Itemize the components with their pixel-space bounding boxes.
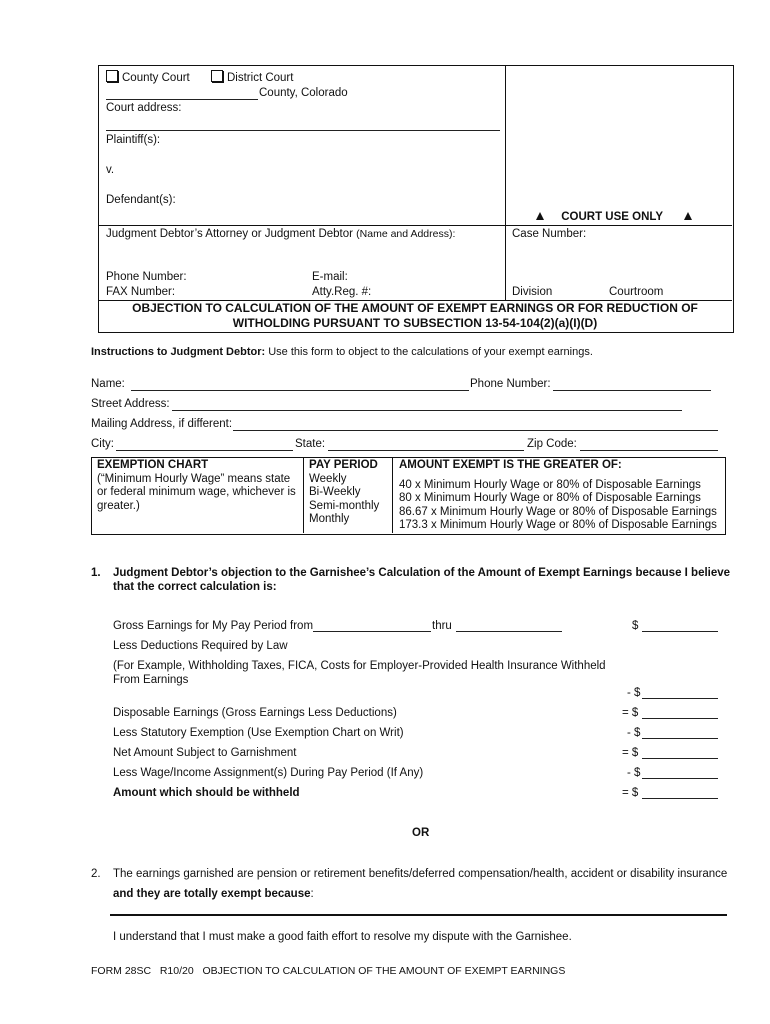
court-use-only: COURT USE ONLY bbox=[536, 211, 692, 223]
net-amount-label: Net Amount Subject to Garnishment bbox=[113, 747, 297, 759]
name-field[interactable] bbox=[131, 390, 469, 391]
gross-earnings-field[interactable] bbox=[642, 631, 718, 632]
county-court-option[interactable] bbox=[106, 70, 190, 84]
minus-dollar-label: - $ bbox=[627, 687, 641, 699]
equals-dollar-label: = $ bbox=[622, 787, 639, 799]
versus-label: v. bbox=[106, 164, 115, 176]
disposable-earnings-field[interactable] bbox=[642, 718, 718, 719]
pay-period-from-field[interactable] bbox=[313, 631, 431, 632]
checkbox-icon[interactable] bbox=[106, 70, 118, 82]
phone-label: Phone Number: bbox=[470, 378, 551, 390]
court-address-field[interactable] bbox=[106, 130, 500, 131]
dollar-label: $ bbox=[632, 620, 639, 632]
statutory-exemption-label: Less Statutory Exemption (Use Exemption Chart on Writ) bbox=[113, 727, 404, 739]
mailing-label: Mailing Address, if different: bbox=[91, 418, 233, 430]
up-arrow-icon bbox=[536, 212, 544, 220]
state-field[interactable] bbox=[328, 450, 524, 451]
up-arrow-icon bbox=[684, 212, 692, 220]
atty-reg-label: Atty.Reg. #: bbox=[312, 286, 372, 298]
district-court-label: District Court bbox=[227, 72, 294, 84]
section1-heading: Judgment Debtor’s objection to the Garnishee’s Calculation of the Amount of Exempt Earnings because I believe that the correct calculation is: bbox=[113, 567, 731, 593]
amount-withheld-label: Amount which should be withheld bbox=[113, 787, 300, 799]
chart-divider bbox=[392, 457, 393, 533]
disposable-earnings-label: Disposable Earnings (Gross Earnings Less Deductions) bbox=[113, 707, 397, 719]
equals-dollar-label: = $ bbox=[622, 707, 639, 719]
street-label: Street Address: bbox=[91, 398, 170, 410]
county-court-label: County Court bbox=[122, 72, 190, 84]
name-label: Name: bbox=[91, 378, 125, 390]
plaintiffs-label: Plaintiff(s): bbox=[106, 134, 161, 146]
equals-dollar-label: = $ bbox=[622, 747, 639, 759]
wage-assignment-label: Less Wage/Income Assignment(s) During Pay Period (If Any) bbox=[113, 767, 424, 779]
fax-number-label: FAX Number: bbox=[106, 286, 176, 298]
district-court-option[interactable] bbox=[211, 70, 293, 84]
mailing-field[interactable] bbox=[233, 430, 718, 431]
caption-rule bbox=[98, 225, 732, 226]
form-title: OBJECTION TO CALCULATION OF THE AMOUNT OF EXEMPT EARNINGS OR FOR REDUCTION OF WITHOLDING PURSUANT TO SUBSECTION 13-54-104(2)(a)(I)(D) bbox=[132, 301, 698, 330]
minus-dollar-label: - $ bbox=[627, 727, 641, 739]
minus-dollar-label: - $ bbox=[627, 767, 641, 779]
section2-text-line2: and they are totally exempt because: bbox=[113, 888, 314, 900]
form-footer: FORM 28SC R10/20 OBJECTION TO CALCULATION OF THE AMOUNT OF EXEMPT EARNINGS bbox=[91, 965, 566, 977]
courtroom-label: Courtroom bbox=[609, 286, 664, 298]
or-separator: OR bbox=[412, 827, 430, 839]
section1-number: 1. bbox=[91, 567, 101, 579]
instructions: Instructions to Judgment Debtor: Use this form to object to the calculations of your exempt earnings. bbox=[91, 346, 593, 358]
amount-withheld-field[interactable] bbox=[642, 798, 718, 799]
pay-period-thru-field[interactable] bbox=[456, 631, 562, 632]
pay-period-column: PAY PERIOD Weekly Bi-Weekly Semi-monthly Monthly bbox=[309, 459, 380, 525]
statutory-exemption-field[interactable] bbox=[642, 738, 718, 739]
county-name-field[interactable] bbox=[106, 99, 258, 100]
checkbox-icon[interactable] bbox=[211, 70, 223, 82]
zip-field[interactable] bbox=[580, 450, 718, 451]
court-address-label: Court address: bbox=[106, 102, 182, 114]
division-label: Division bbox=[512, 286, 553, 298]
city-label: City: bbox=[91, 438, 114, 450]
exemption-chart-column: EXEMPTION CHART (“Minimum Hourly Wage” means state or federal minimum wage, whichever is greater.) bbox=[97, 459, 296, 512]
net-amount-field[interactable] bbox=[642, 758, 718, 759]
zip-label: Zip Code: bbox=[527, 438, 577, 450]
thru-label: thru bbox=[432, 620, 452, 632]
street-field[interactable] bbox=[172, 410, 682, 411]
wage-assignment-field[interactable] bbox=[642, 778, 718, 779]
phone-number-label: Phone Number: bbox=[106, 271, 187, 283]
county-colorado-label: County, Colorado bbox=[259, 87, 348, 99]
deductions-field[interactable] bbox=[642, 698, 718, 699]
email-label: E-mail: bbox=[312, 271, 348, 283]
state-label: State: bbox=[295, 438, 326, 450]
city-field[interactable] bbox=[116, 450, 293, 451]
attorney-label: Judgment Debtor’s Attorney or Judgment Debtor (Name and Address): bbox=[106, 228, 456, 240]
case-number-label: Case Number: bbox=[512, 228, 587, 240]
less-deductions-label: Less Deductions Required by Law bbox=[113, 640, 288, 652]
caption-divider bbox=[505, 65, 506, 301]
defendants-label: Defendant(s): bbox=[106, 194, 176, 206]
chart-divider bbox=[303, 457, 304, 533]
amount-exempt-column: AMOUNT EXEMPT IS THE GREATER OF: 40 x Minimum Hourly Wage or 80% of Disposable Earnings 80 x Minimum Hourly Wage or 80% of Disposable Earnings 86.67 x Minimum Hourly Wage or 80% of Disposable Earnings 173.3 x Minimum Hourly Wage or 80% of Disposable Earnings bbox=[399, 459, 717, 531]
deductions-example: (For Example, Withholding Taxes, FICA, Costs for Employer-Provided Health Insurance Withheld From Earnings bbox=[113, 660, 606, 686]
phone-field[interactable] bbox=[553, 390, 711, 391]
exemption-reason-field[interactable] bbox=[110, 914, 727, 916]
section2-text: The earnings garnished are pension or retirement benefits/deferred compensation/health, accident or disability insurance bbox=[113, 868, 728, 880]
good-faith-statement: I understand that I must make a good faith effort to resolve my dispute with the Garnishee. bbox=[113, 931, 572, 943]
gross-earnings-label: Gross Earnings for My Pay Period from bbox=[113, 620, 314, 632]
section2-number: 2. bbox=[91, 868, 101, 880]
